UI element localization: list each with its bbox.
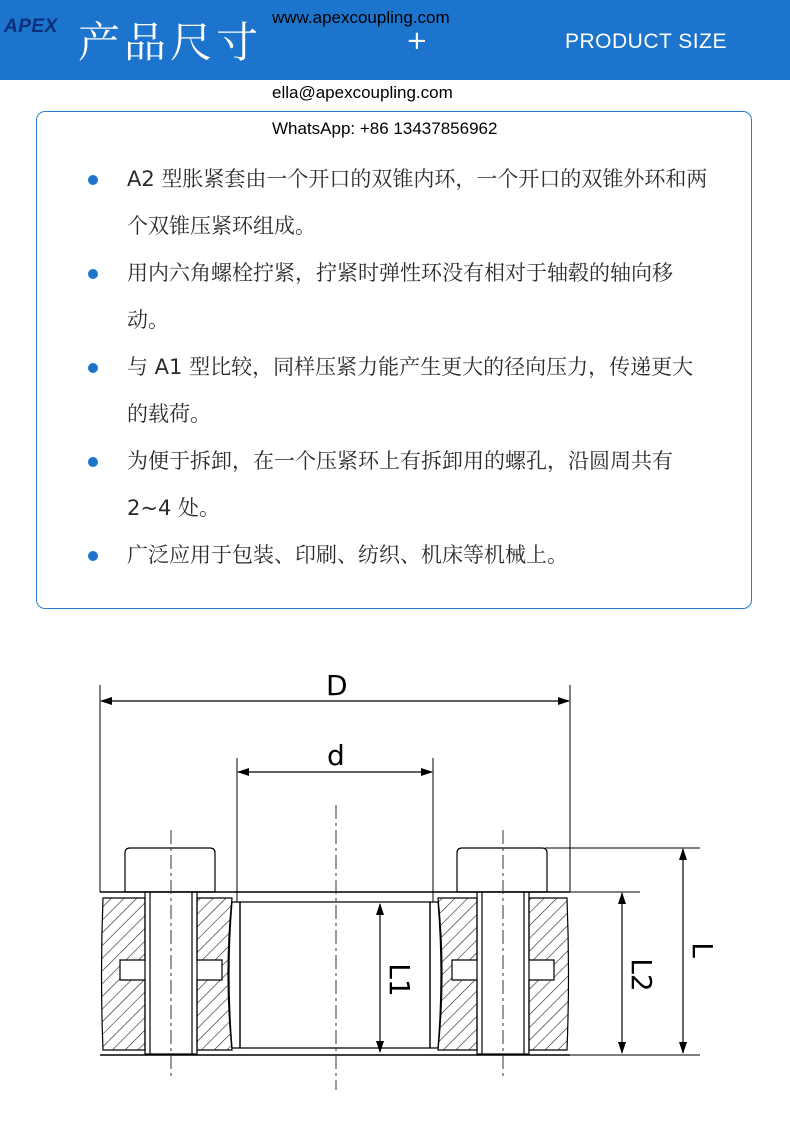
bullet-icon [88, 175, 98, 185]
bullet-icon [88, 457, 98, 467]
email-watermark: ella@apexcoupling.com [272, 83, 453, 102]
dimension-label-L: L [686, 942, 719, 958]
feature-text: 广泛应用于包装、印刷、纺织、机床等机械上。 [127, 543, 568, 567]
page-title-english: PRODUCT SIZE [565, 30, 727, 53]
dimension-drawing [0, 640, 790, 1145]
list-item [37, 344, 753, 438]
apex-logo: APEX [4, 16, 58, 37]
feature-text: 为便于拆卸，在一个压紧环上有拆卸用的螺孔，沿圆周共有 2~4 处。 [127, 449, 673, 520]
bullet-icon [88, 363, 98, 373]
features-box [36, 111, 752, 609]
list-item [37, 250, 753, 344]
page-title: 产品尺寸 [78, 18, 263, 67]
plus-icon: + [406, 26, 428, 56]
list-item [37, 532, 753, 579]
whatsapp-watermark: WhatsApp: +86 13437856962 [272, 119, 498, 138]
dimension-label-L2: L2 [625, 958, 658, 992]
feature-text: A2 型胀紧套由一个开口的双锥内环，一个开口的双锥外环和两个双锥压紧环组成。 [127, 167, 708, 238]
feature-text: 与 A1 型比较，同样压紧力能产生更大的径向压力，传递更大的载荷。 [127, 355, 694, 426]
bullet-icon [88, 269, 98, 279]
bullet-icon [88, 551, 98, 561]
dimension-label-d: d [327, 739, 345, 772]
dimension-label-L1: L1 [383, 963, 416, 997]
dimension-label-D: D [326, 669, 348, 702]
list-item [37, 156, 753, 250]
website-watermark: www.apexcoupling.com [272, 8, 450, 27]
feature-text: 用内六角螺栓拧紧，拧紧时弹性环没有相对于轴毂的轴向移动。 [127, 261, 673, 332]
feature-list [37, 156, 753, 579]
list-item [37, 438, 753, 532]
